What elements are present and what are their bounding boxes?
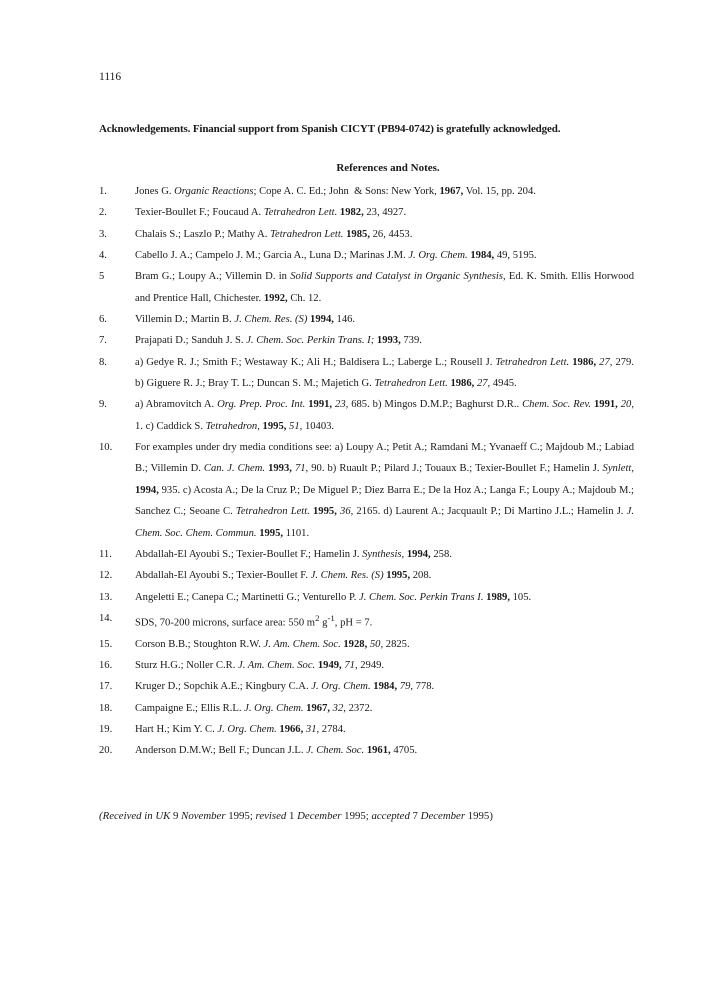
- reference-number: 14.: [99, 612, 113, 624]
- reference-text: Kruger D.; Sopchik A.E.; Kingbury C.A. J. Org. Chem. 1984, 79, 778.: [135, 681, 435, 693]
- reference-text: a) Gedye R. J.; Smith F.; Westaway K.; Ali H.; Baldisera L.; Laberge L.; Rousell J. Tetrahedron Lett. 1986, 27, 279. b) Giguere R. J.; Bray T. L.; Duncan S. M.; Majetich G. Tetrahedron Lett. 1986, 27, 4945.: [135, 356, 634, 390]
- reference-item: [99, 266, 634, 309]
- reference-text: For examples under dry media conditions see: a) Loupy A.; Petit A.; Ramdani M.; Yvanaeff C.; Majdoub M.; Labiad B.; Villemin D. Can. J. Chem. 1993, 71, 90. b) Ruault P.; Pilard J.; Touaux B.; Texier-Boullet F.; Hamelin J. Synlett, 1994, 935. c) Acosta A.; De la Cruz P.; De Miguel P.; Diez Barra E.; De la Hoz A.; Langa F.; Loupy A.; Majdoub M.; Sanchez C.; Seoane C. Tetrahedron Lett. 1995, 36, 2165. d) Laurent A.; Jacquault P.; Di Martino J.L.; Hamelin J. J. Chem. Soc. Chem. Commun. 1995, 1101.: [135, 442, 634, 539]
- reference-item: [99, 655, 634, 676]
- reference-text: Chalais S.; Laszlo P.; Mathy A. Tetrahedron Lett. 1985, 26, 4453.: [135, 228, 413, 240]
- reference-text: Bram G.; Loupy A.; Villemin D. in Solid Supports and Catalyst in Organic Synthesis, Ed. K. Smith. Ellis Horwood and Prentice Hall, Chichester. 1992, Ch. 12.: [135, 271, 634, 304]
- reference-text: Angeletti E.; Canepa C.; Martinetti G.; Venturello P. J. Chem. Soc. Perkin Trans I. 1989, 105.: [135, 591, 532, 603]
- reference-item: [99, 352, 634, 395]
- reference-item: [99, 719, 634, 740]
- received-dates: (Received in UK 9 November 1995; revised 1 December 1995; accepted 7 December 1995): [99, 810, 493, 822]
- reference-number: 17.: [99, 681, 113, 693]
- reference-number: 12.: [99, 570, 113, 582]
- reference-number: 13.: [99, 591, 113, 603]
- reference-number: 6.: [99, 314, 107, 326]
- reference-item: [99, 437, 634, 544]
- reference-number: 11.: [99, 548, 112, 560]
- reference-text: Abdallah-El Ayoubi S.; Texier-Boullet F. J. Chem. Res. (S) 1995, 208.: [135, 570, 432, 582]
- reference-text: Hart H.; Kim Y. C. J. Org. Chem. 1966, 31, 2784.: [135, 724, 346, 736]
- references-heading: References and Notes.: [336, 162, 440, 174]
- reference-text: Jones G. Organic Reactions; Cope A. C. Ed.; John & Sons: New York, 1967, Vol. 15, pp. 204.: [135, 186, 536, 197]
- reference-number: 1.: [99, 186, 107, 197]
- reference-number: 4.: [99, 250, 107, 262]
- reference-text: Texier-Boullet F.; Foucaud A. Tetrahedron Lett. 1982, 23, 4927.: [135, 207, 407, 219]
- reference-number: 20.: [99, 745, 113, 757]
- reference-item: [99, 740, 634, 761]
- reference-number: 8.: [99, 356, 107, 368]
- reference-item: [99, 565, 634, 586]
- reference-number: 7.: [99, 335, 107, 347]
- acknowledgements-heading: Acknowledgements.: [99, 123, 191, 135]
- reference-item: [99, 309, 634, 330]
- page-number: 1116: [99, 71, 122, 83]
- reference-item: [99, 544, 634, 565]
- reference-text: SDS, 70-200 microns, surface area: 550 $m^2$ $g^{-1}$, pH = 7.: [135, 612, 373, 629]
- reference-text: Prajapati D.; Sanduh J. S. J. Chem. Soc. Perkin Trans. I; 1993, 739.: [135, 335, 422, 347]
- reference-item: [99, 698, 634, 719]
- reference-item: [99, 587, 634, 608]
- reference-number: 10.: [99, 442, 113, 454]
- reference-item: [99, 330, 634, 351]
- reference-item: [99, 224, 634, 245]
- reference-text: a) Abramovitch A. Org. Prep. Proc. Int. 1991, 23, 685. b) Mingos D.M.P.; Baghurst D.R.. Chem. Soc. Rev. 1991, 20, 1. c) Caddick S. Tetrahedron, 1995, 51, 10403.: [135, 399, 634, 432]
- reference-number: 9.: [99, 399, 107, 411]
- reference-item: [99, 634, 634, 655]
- reference-number: 19.: [99, 724, 113, 736]
- reference-number: 15.: [99, 638, 113, 650]
- reference-number: 2.: [99, 207, 107, 219]
- reference-text: Cabello J. A.; Campelo J. M.; Garcia A., Luna D.; Marinas J.M. J. Org. Chem. 1984, 49, 5195.: [135, 250, 537, 262]
- reference-text: Anderson D.M.W.; Bell F.; Duncan J.L. J. Chem. Soc. 1961, 4705.: [135, 745, 418, 757]
- reference-text: Corson B.B.; Stoughton R.W. J. Am. Chem. Soc. 1928, 50, 2825.: [135, 638, 410, 650]
- reference-item: [99, 608, 634, 634]
- reference-number: 18.: [99, 702, 113, 714]
- reference-item: [99, 245, 634, 266]
- acknowledgements: [99, 123, 629, 135]
- reference-item: [99, 181, 634, 202]
- acknowledgements-text: Financial support from Spanish CICYT (PB94-0742) is gratefully acknowledged.: [190, 123, 561, 135]
- reference-item: [99, 676, 634, 697]
- reference-item: [99, 394, 634, 437]
- reference-number: 5: [99, 271, 105, 283]
- reference-item: [99, 202, 634, 223]
- reference-text: Campaigne E.; Ellis R.L. J. Org. Chem. 1967, 32, 2372.: [135, 702, 373, 714]
- reference-text: Villemin D.; Martin B. J. Chem. Res. (S) 1994, 146.: [135, 314, 356, 326]
- references-list: [99, 181, 634, 762]
- reference-text: Sturz H.G.; Noller C.R. J. Am. Chem. Soc. 1949, 71, 2949.: [135, 660, 385, 672]
- reference-number: 16.: [99, 660, 113, 672]
- reference-number: 3.: [99, 228, 107, 240]
- reference-text: Abdallah-El Ayoubi S.; Texier-Boullet F.; Hamelin J. Synthesis, 1994, 258.: [135, 548, 452, 560]
